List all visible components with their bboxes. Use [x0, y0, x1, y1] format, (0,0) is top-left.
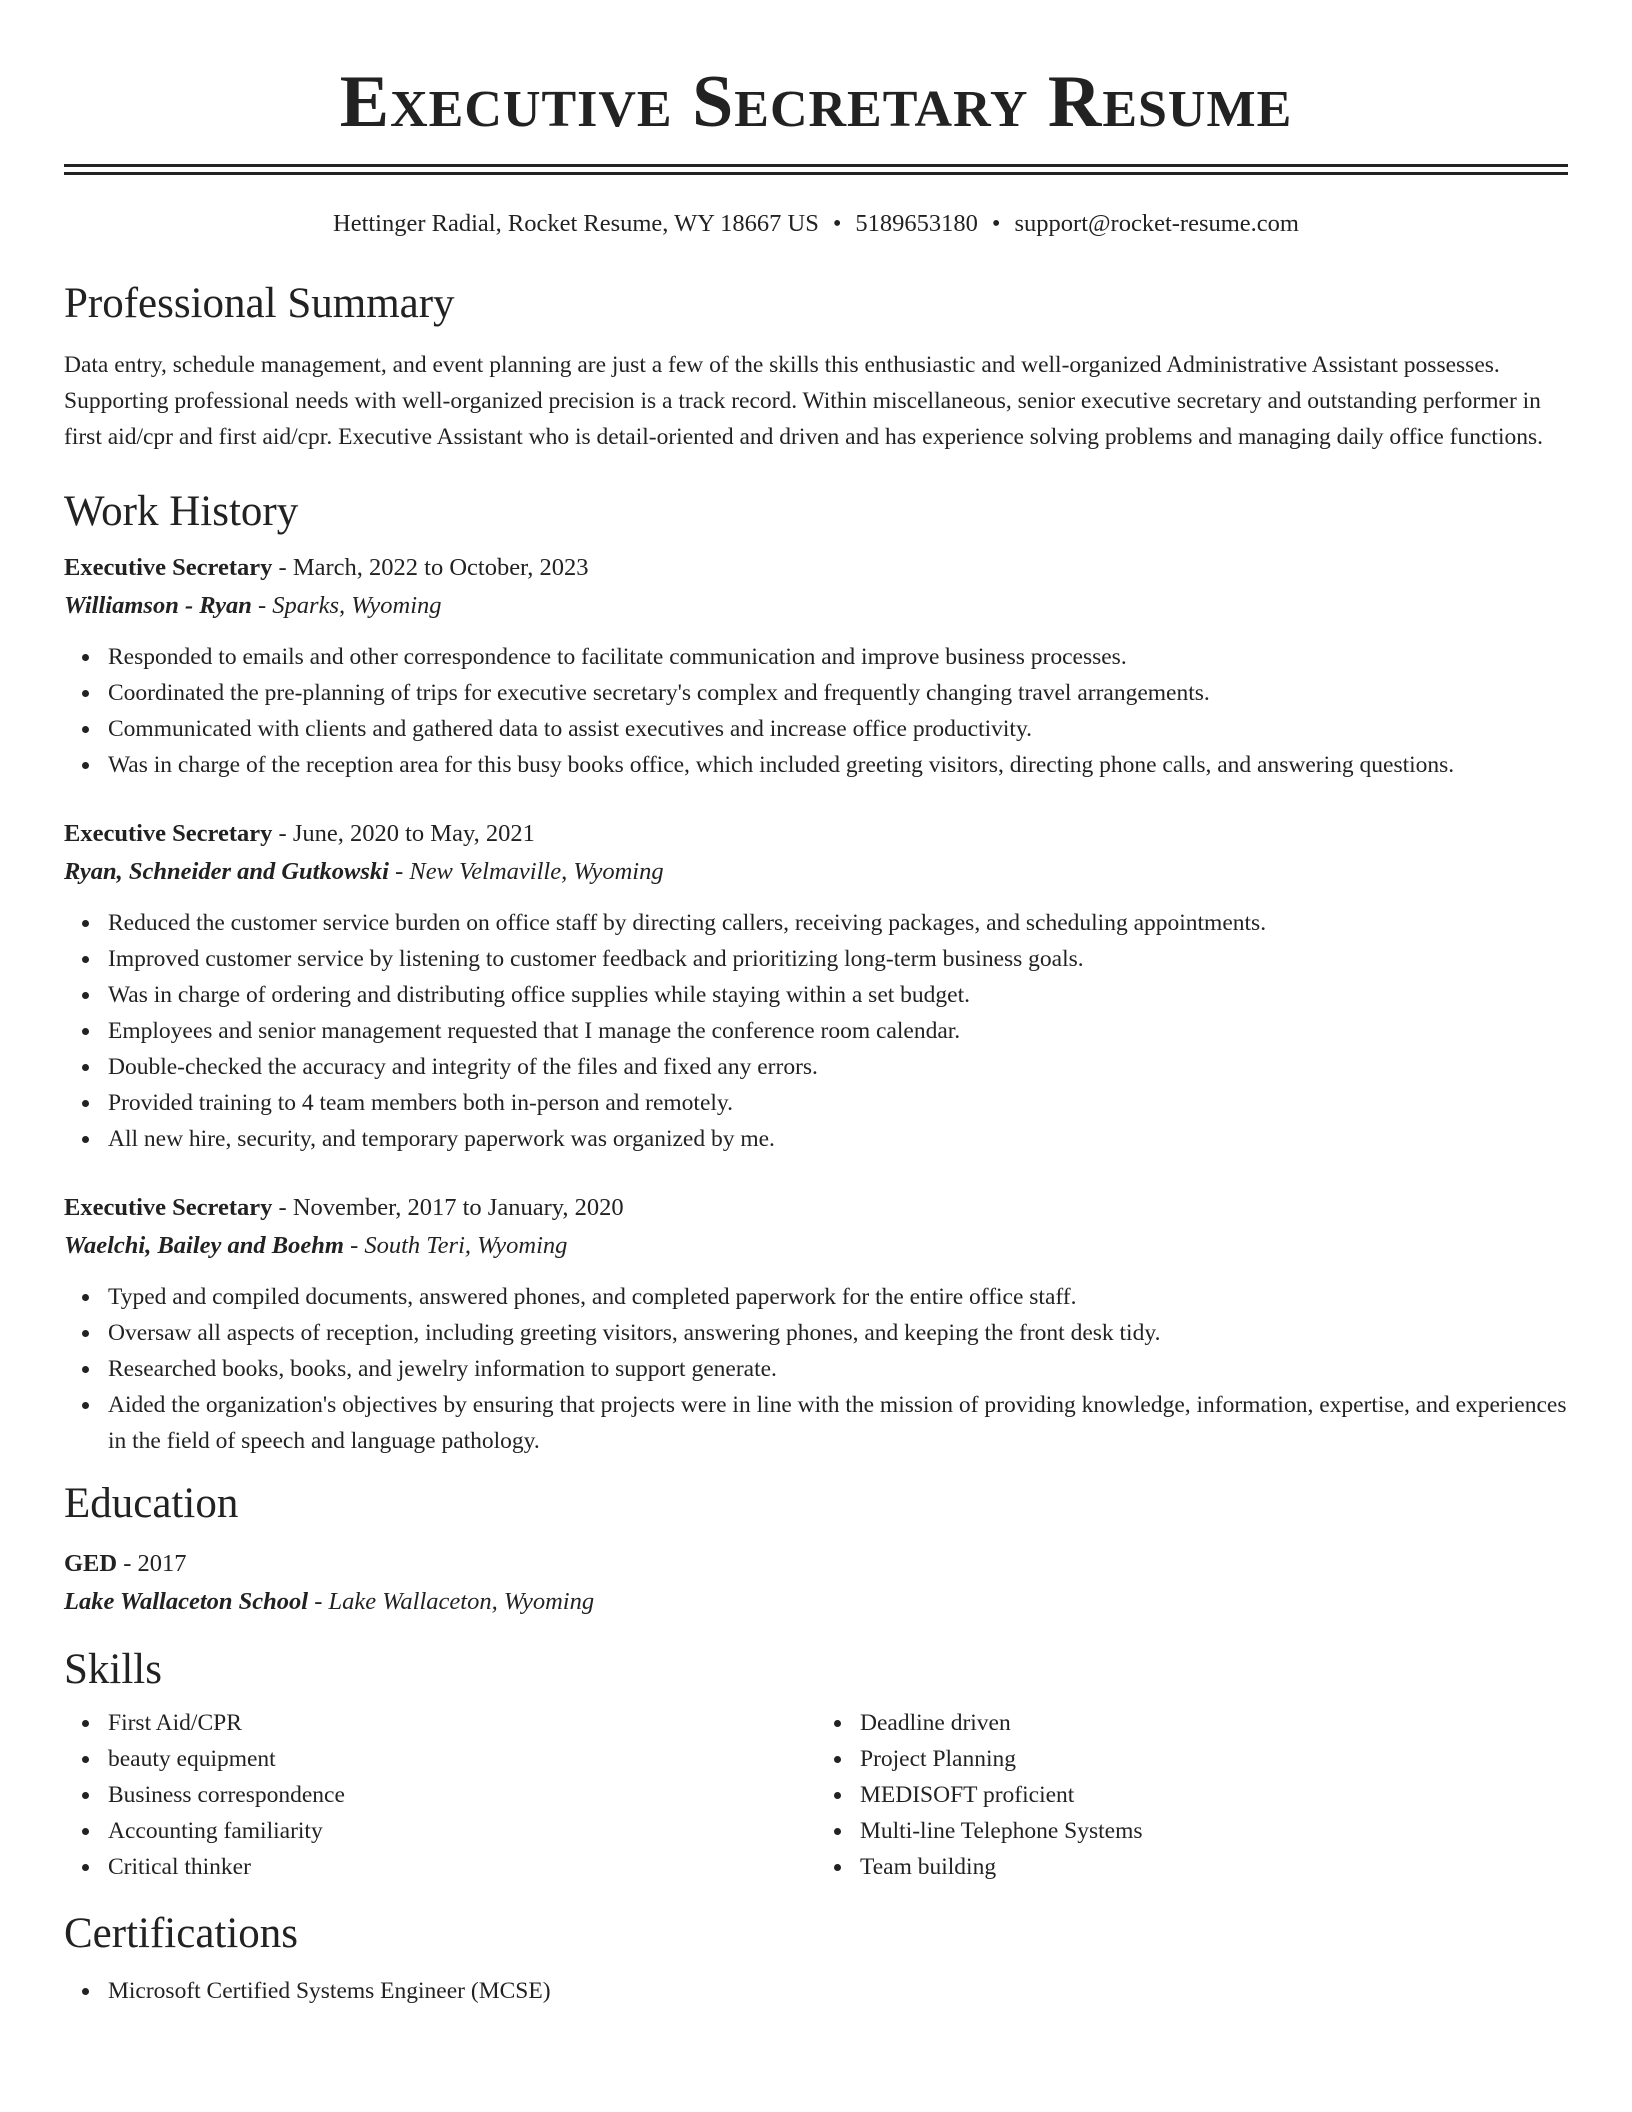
- bullet-icon: [82, 1028, 89, 1035]
- work-history-heading: Work History: [64, 488, 299, 535]
- list-item: Aided the organization's objectives by ensuring that projects were in line with the mission of providing knowledge, information, expertise, and experiences in the field of speech and language pathology.: [108, 1387, 1568, 1459]
- employer-location: - Sparks, Wyoming: [251, 592, 442, 619]
- education-heading: Education: [64, 1480, 239, 1527]
- contact-phone: 5189653180: [855, 210, 978, 237]
- list-item: Oversaw all aspects of reception, including greeting visitors, answering phones, and keeping the front desk tidy.: [108, 1315, 1568, 1351]
- list-item: Project Planning: [860, 1741, 1568, 1777]
- contact-line: [64, 209, 1568, 239]
- bullet-icon: [82, 762, 89, 769]
- list-item: Responded to emails and other correspondence to facilitate communication and improve business processes.: [108, 639, 1568, 675]
- contact-separator: •: [991, 210, 1001, 237]
- job-duties-list: [64, 1279, 1568, 1459]
- certifications-heading: Certifications: [64, 1910, 299, 1957]
- list-item: Provided training to 4 team members both in-person and remotely.: [108, 1085, 1568, 1121]
- title-divider: [64, 164, 1568, 175]
- bullet-icon: [82, 1988, 89, 1995]
- bullet-icon: [82, 920, 89, 927]
- list-item: Critical thinker: [108, 1849, 816, 1885]
- bullet-icon: [82, 1330, 89, 1337]
- job-duties-list: [64, 639, 1568, 783]
- employer-line: [64, 1227, 1568, 1265]
- bullet-icon: [82, 956, 89, 963]
- job-dates: - March, 2022 to October, 2023: [272, 554, 589, 581]
- skills-grid: [64, 1705, 1568, 1885]
- degree: GED: [64, 1550, 118, 1577]
- bullet-icon: [82, 1100, 89, 1107]
- job-title-line: [64, 549, 1568, 587]
- list-item: MEDISOFT proficient: [860, 1777, 1568, 1813]
- job-entry: [64, 815, 1568, 1157]
- job-dates: - June, 2020 to May, 2021: [272, 820, 535, 847]
- list-item: Communicated with clients and gathered data to assist executives and increase office productivity.: [108, 711, 1568, 747]
- school-line: [64, 1583, 1568, 1621]
- bullet-icon: [82, 1294, 89, 1301]
- bullet-icon: [82, 1402, 89, 1409]
- employer-name: Ryan, Schneider and Gutkowski: [64, 858, 389, 885]
- job-title-line: [64, 815, 1568, 853]
- bullet-icon: [82, 1366, 89, 1373]
- bullet-icon: [834, 1720, 841, 1727]
- job-entry: [64, 549, 1568, 783]
- job-title: Executive Secretary: [64, 554, 273, 581]
- list-item: beauty equipment: [108, 1741, 816, 1777]
- list-item: Improved customer service by listening to customer feedback and prioritizing long-term business goals.: [108, 941, 1568, 977]
- education-entry: [64, 1545, 1568, 1621]
- skills-list-left: [64, 1705, 816, 1885]
- bullet-icon: [834, 1792, 841, 1799]
- list-item: Deadline driven: [860, 1705, 1568, 1741]
- job-entry: [64, 1189, 1568, 1459]
- list-item: Reduced the customer service burden on office staff by directing callers, receiving packages, and scheduling appointments.: [108, 905, 1568, 941]
- list-item: Was in charge of the reception area for this busy books office, which included greeting visitors, directing phone calls, and answering questions.: [108, 747, 1568, 783]
- list-item: Coordinated the pre-planning of trips for executive secretary's complex and frequently changing travel arrangements.: [108, 675, 1568, 711]
- list-item: Double-checked the accuracy and integrity of the files and fixed any errors.: [108, 1049, 1568, 1085]
- list-item: Researched books, books, and jewelry information to support generate.: [108, 1351, 1568, 1387]
- job-dates: - November, 2017 to January, 2020: [272, 1194, 624, 1221]
- summary-heading: Professional Summary: [64, 280, 455, 327]
- school-name: Lake Wallaceton School: [64, 1588, 309, 1615]
- bullet-icon: [82, 1828, 89, 1835]
- certifications-list: [64, 1973, 1568, 2009]
- contact-separator: •: [832, 210, 842, 237]
- bullet-icon: [82, 992, 89, 999]
- school-location: - Lake Wallaceton, Wyoming: [308, 1588, 595, 1615]
- bullet-icon: [834, 1864, 841, 1871]
- list-item: Business correspondence: [108, 1777, 816, 1813]
- bullet-icon: [82, 1136, 89, 1143]
- job-title: Executive Secretary: [64, 820, 273, 847]
- list-item: Team building: [860, 1849, 1568, 1885]
- resume-page: [64, 0, 1568, 2009]
- list-item: Multi-line Telephone Systems: [860, 1813, 1568, 1849]
- contact-email: support@rocket-resume.com: [1014, 210, 1299, 237]
- employer-line: [64, 587, 1568, 625]
- bullet-icon: [82, 1720, 89, 1727]
- list-item: Accounting familiarity: [108, 1813, 816, 1849]
- list-item: Microsoft Certified Systems Engineer (MCSE): [108, 1973, 1568, 2009]
- degree-line: [64, 1545, 1568, 1583]
- bullet-icon: [82, 1792, 89, 1799]
- skills-list-right: [816, 1705, 1568, 1885]
- resume-title: Executive Secretary Resume: [339, 61, 1293, 143]
- employer-name: Waelchi, Bailey and Boehm: [64, 1232, 344, 1259]
- list-item: Employees and senior management requested that I manage the conference room calendar.: [108, 1013, 1568, 1049]
- employer-line: [64, 853, 1568, 891]
- summary-text: Data entry, schedule management, and event planning are just a few of the skills this enthusiastic and well-organized Administrative Assistant possesses. Supporting professional needs with well-organized precision is a track record. Within miscellaneous, senior executive secretary and outstanding performer in first aid/cpr and first aid/cpr. Executive Assistant who is detail-oriented and driven and has experience solving problems and managing daily office functions.: [64, 352, 1544, 450]
- list-item: Typed and compiled documents, answered phones, and completed paperwork for the entire office staff.: [108, 1279, 1568, 1315]
- bullet-icon: [82, 726, 89, 733]
- employer-location: - New Velmaville, Wyoming: [388, 858, 664, 885]
- job-title-line: [64, 1189, 1568, 1227]
- bullet-icon: [82, 690, 89, 697]
- bullet-icon: [82, 1064, 89, 1071]
- job-title: Executive Secretary: [64, 1194, 273, 1221]
- employer-name: Williamson - Ryan: [64, 592, 252, 619]
- bullet-icon: [82, 1756, 89, 1763]
- contact-address: Hettinger Radial, Rocket Resume, WY 18667 US: [333, 210, 819, 237]
- list-item: Was in charge of ordering and distributing office supplies while staying within a set budget.: [108, 977, 1568, 1013]
- employer-location: - South Teri, Wyoming: [343, 1232, 568, 1259]
- bullet-icon: [82, 1864, 89, 1871]
- bullet-icon: [834, 1756, 841, 1763]
- degree-year: - 2017: [117, 1550, 187, 1577]
- skills-heading: Skills: [64, 1646, 162, 1693]
- bullet-icon: [82, 654, 89, 661]
- bullet-icon: [834, 1828, 841, 1835]
- list-item: All new hire, security, and temporary paperwork was organized by me.: [108, 1121, 1568, 1157]
- job-duties-list: [64, 905, 1568, 1157]
- list-item: First Aid/CPR: [108, 1705, 816, 1741]
